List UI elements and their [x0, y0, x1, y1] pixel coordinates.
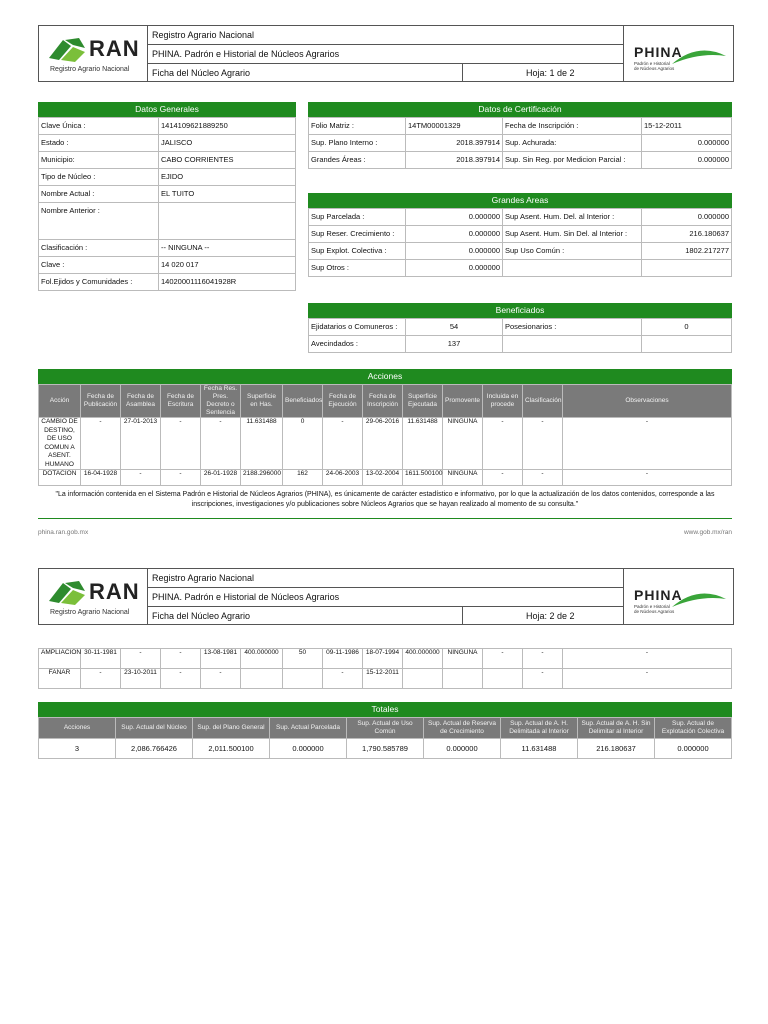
field-value: 1414109621889250: [159, 118, 296, 135]
footer-right-link[interactable]: www.gob.mx/ran: [683, 529, 732, 536]
acciones-continued-table: [38, 648, 732, 689]
field-value: 2018.397914: [406, 135, 503, 152]
column-header: Sup. del Plano General: [193, 718, 270, 739]
phina-logo: [623, 569, 733, 624]
column-header: Fecha de Asamblea: [121, 385, 161, 418]
field-value: 15-12-2011: [642, 118, 732, 135]
header-doc: Ficha del Núcleo Agrario: [152, 611, 251, 621]
field-label: Sup Asent. Hum. Del. al Interior :: [503, 209, 642, 226]
table-cell: 2,086.766426: [116, 739, 193, 759]
header-org: Registro Agrario Nacional: [148, 569, 623, 588]
grandes-areas-title: Grandes Areas: [308, 193, 732, 208]
table-cell: -: [483, 649, 523, 669]
table-cell: 11.631488: [403, 418, 443, 470]
table-cell: -: [201, 669, 241, 689]
table-cell: 18-07-1994: [363, 649, 403, 669]
certificacion-section: [308, 102, 732, 169]
column-header: Superficie en Has.: [241, 385, 283, 418]
field-value: 0.000000: [642, 209, 732, 226]
table-cell: AMPLIACION: [39, 649, 81, 669]
totales-section: [38, 702, 732, 759]
field-value: 0.000000: [642, 152, 732, 169]
column-header: Sup. Actual de Uso Común: [347, 718, 424, 739]
phina-leaf-icon: [672, 48, 726, 68]
table-cell: [283, 669, 323, 689]
table-cell: -: [161, 470, 201, 486]
column-header: Sup. Actual de Explotación Colectiva: [655, 718, 732, 739]
table-cell: -: [81, 418, 121, 470]
field-label: Sup. Achurada:: [503, 135, 642, 152]
column-header: Sup. Actual de Reserva de Crecimiento: [424, 718, 501, 739]
header-page: Hoja: 1 de 2: [526, 68, 575, 78]
beneficiados-section: [308, 303, 732, 353]
totales-title: Totales: [38, 702, 732, 717]
field-value: [642, 260, 732, 277]
ran-logo-subtitle: Registro Agrario Nacional: [50, 609, 130, 616]
certificacion-row: [309, 152, 732, 169]
table-cell: [483, 669, 523, 689]
table-cell: NINGUNA: [443, 649, 483, 669]
column-header: Fecha de Publicación: [81, 385, 121, 418]
table-cell: 50: [283, 649, 323, 669]
datos-generales-row: [39, 152, 296, 169]
field-label: Tipo de Núcleo :: [39, 169, 159, 186]
field-label: [503, 260, 642, 277]
field-label: Avecindados :: [309, 336, 406, 353]
header-doc: Ficha del Núcleo Agrario: [152, 68, 251, 78]
table-cell: 1611.500100: [403, 470, 443, 486]
table-cell: -: [121, 649, 161, 669]
table-cell: 13-08-1981: [201, 649, 241, 669]
phina-subtitle-1: Padrón e Historial: [634, 604, 670, 609]
field-value: [642, 336, 732, 353]
beneficiados-table: [308, 318, 732, 353]
field-value: 0.000000: [642, 135, 732, 152]
field-value: EJIDO: [159, 169, 296, 186]
table-cell: -: [523, 649, 563, 669]
column-header: Beneficiados: [283, 385, 323, 418]
datos-generales-title: Datos Generales: [38, 102, 296, 117]
column-header: Superficie Ejecutada: [403, 385, 443, 418]
field-label: Nombre Actual :: [39, 186, 159, 203]
table-cell: 13-02-2004: [363, 470, 403, 486]
field-label: Fol.Ejidos y Comunidades :: [39, 274, 159, 291]
table-cell: 24-06-2003: [323, 470, 363, 486]
table-cell: 30-11-1981: [81, 649, 121, 669]
table-cell: -: [563, 418, 732, 470]
column-header: Sup. Actual del Núcleo: [116, 718, 193, 739]
certificacion-row: [309, 118, 732, 135]
table-cell: 29-06-2016: [363, 418, 403, 470]
column-header: Clasificación: [523, 385, 563, 418]
field-value: 0.000000: [406, 243, 503, 260]
field-label: Sup Otros :: [309, 260, 406, 277]
grandes-areas-row: [309, 260, 732, 277]
field-value: 216.180637: [642, 226, 732, 243]
field-label: Ejidatarios o Comuneros :: [309, 319, 406, 336]
field-value: EL TUITO: [159, 186, 296, 203]
table-cell: 16-04-1928: [81, 470, 121, 486]
field-value: 1802.217277: [642, 243, 732, 260]
acciones-section: [38, 369, 732, 486]
field-label: Clave Única :: [39, 118, 159, 135]
column-header: Fecha de Inscripción: [363, 385, 403, 418]
table-cell: [443, 669, 483, 689]
grandes-areas-section: [308, 193, 732, 277]
header-doc-row: [148, 64, 623, 82]
field-label: Sup Explot. Colectiva :: [309, 243, 406, 260]
page-header-1: [38, 25, 734, 82]
column-header: Fecha de Ejecución: [323, 385, 363, 418]
disclaimer-text: "La información contenida en el Sistema Padrón e Historial de Núcleos Agrarios (PHINA), es únicamente de carácter estadístico e informativo, por lo que la actualización de los datos contenidos, corresponde a las inscripciones, investigaciones y/o publicaciones sobre Núcleos Agrarios que se hayan realizado al momento de su consulta.": [55, 491, 715, 508]
ran-logo-text: RAN: [89, 579, 140, 604]
ran-logo: [39, 569, 148, 624]
column-header: Acción: [39, 385, 81, 418]
datos-generales-row: [39, 274, 296, 291]
phina-subtitle-2: de Núcleos Agrarios: [634, 66, 675, 71]
phina-logo: [623, 26, 733, 81]
field-value: 0.000000: [406, 226, 503, 243]
grandes-areas-row: [309, 243, 732, 260]
table-cell: FANAR: [39, 669, 81, 689]
beneficiados-row: [309, 319, 732, 336]
field-value: 2018.397914: [406, 152, 503, 169]
column-header: Fecha de Escritura: [161, 385, 201, 418]
certificacion-table: [308, 117, 732, 169]
column-header: Sup. Actual de A. H. Delimitada al Interior: [501, 718, 578, 739]
phina-logo-text: PHINA: [634, 44, 683, 60]
field-label: Sup Reser. Crecimiento :: [309, 226, 406, 243]
column-header: Fecha Res. Pres. Decreto o Sentencia: [201, 385, 241, 418]
table-cell: -: [161, 649, 201, 669]
table-cell: 400.000000: [241, 649, 283, 669]
table-cell: -: [323, 418, 363, 470]
table-cell: -: [483, 470, 523, 486]
table-cell: 0.000000: [424, 739, 501, 759]
phina-leaf-icon: [672, 591, 726, 611]
table-cell: 11.631488: [501, 739, 578, 759]
table-cell: -: [483, 418, 523, 470]
field-value: CABO CORRIENTES: [159, 152, 296, 169]
table-cell: -: [161, 669, 201, 689]
header-org: Registro Agrario Nacional: [148, 26, 623, 45]
table-cell: -: [121, 470, 161, 486]
field-value: 0.000000: [406, 209, 503, 226]
field-value: [159, 203, 296, 240]
field-label: Nombre Anterior :: [39, 203, 159, 240]
table-cell: NINGUNA: [443, 418, 483, 470]
datos-generales-row: [39, 135, 296, 152]
field-label: Clasificación :: [39, 240, 159, 257]
acciones-row: [39, 418, 732, 470]
table-cell: -: [563, 669, 732, 689]
table-cell: [403, 669, 443, 689]
table-cell: 23-10-2011: [121, 669, 161, 689]
table-cell: 3: [39, 739, 116, 759]
ran-logo: [39, 26, 148, 81]
field-label: Sup Asent. Hum. Sin Del. al Interior :: [503, 226, 642, 243]
table-cell: 15-12-2011: [363, 669, 403, 689]
acciones-title: Acciones: [38, 369, 732, 384]
datos-generales-row: [39, 240, 296, 257]
table-cell: 1,790.585789: [347, 739, 424, 759]
datos-generales-section: [38, 102, 296, 291]
datos-generales-row: [39, 186, 296, 203]
field-value: -- NINGUNA --: [159, 240, 296, 257]
ran-logo-text: RAN: [89, 36, 140, 61]
field-value: 54: [406, 319, 503, 336]
table-cell: 216.180637: [578, 739, 655, 759]
acciones-row: [39, 669, 732, 689]
field-label: Municipio:: [39, 152, 159, 169]
field-label: Clave :: [39, 257, 159, 274]
table-cell: [241, 669, 283, 689]
ran-field-icon: [49, 38, 87, 62]
field-label: [503, 336, 642, 353]
column-header: Observaciones: [563, 385, 732, 418]
header-doc-row: [148, 607, 623, 625]
table-cell: -: [523, 470, 563, 486]
acciones-row: [39, 649, 732, 669]
table-cell: -: [523, 669, 563, 689]
table-cell: 0.000000: [655, 739, 732, 759]
table-cell: 0.000000: [270, 739, 347, 759]
totales-table: [38, 717, 732, 759]
ran-field-icon: [49, 581, 87, 605]
phina-subtitle-1: Padrón e Historial: [634, 61, 670, 66]
field-value: 14020001116041928R: [159, 274, 296, 291]
field-value: 0: [642, 319, 732, 336]
field-label: Sup. Sin Reg. por Medicion Parcial :: [503, 152, 642, 169]
datos-generales-row: [39, 118, 296, 135]
grandes-areas-row: [309, 209, 732, 226]
table-cell: 0: [283, 418, 323, 470]
column-header: Sup. Actual de A. H. Sin Delimitar al Interior: [578, 718, 655, 739]
datos-generales-row: [39, 257, 296, 274]
footer-left-link[interactable]: phina.ran.gob.mx: [38, 529, 89, 536]
table-cell: -: [323, 669, 363, 689]
page-header-2: [38, 568, 734, 625]
column-header: Acciones: [39, 718, 116, 739]
header-system: PHINA. Padrón e Historial de Núcleos Agrarios: [148, 588, 623, 607]
datos-generales-table: [38, 117, 296, 291]
field-value: 14TM00001329: [406, 118, 503, 135]
table-cell: 400.000000: [403, 649, 443, 669]
table-cell: 09-11-1986: [323, 649, 363, 669]
phina-subtitle-2: de Núcleos Agrarios: [634, 609, 675, 614]
field-label: Fecha de Inscripción :: [503, 118, 642, 135]
table-cell: -: [161, 418, 201, 470]
column-header: Sup. Actual Parcelada: [270, 718, 347, 739]
table-cell: -: [201, 418, 241, 470]
header-page: Hoja: 2 de 2: [526, 611, 575, 621]
table-cell: CAMBIO DE DESTINO, DE USO COMUN A ASENT. HUMANO: [39, 418, 81, 470]
acciones-table: [38, 384, 732, 486]
table-cell: NINGUNA: [443, 470, 483, 486]
column-header: Incluida en procede: [483, 385, 523, 418]
field-label: Grandes Áreas :: [309, 152, 406, 169]
field-label: Posesionarios :: [503, 319, 642, 336]
acciones-continued-section: [38, 648, 732, 689]
column-header: Promovente: [443, 385, 483, 418]
field-label: Folio Matriz :: [309, 118, 406, 135]
footer-divider: [38, 518, 732, 519]
field-label: Sup Uso Común :: [503, 243, 642, 260]
acciones-row: [39, 470, 732, 486]
field-value: 0.000000: [406, 260, 503, 277]
table-cell: DOTACION: [39, 470, 81, 486]
field-label: Sup. Plano Interno :: [309, 135, 406, 152]
table-cell: -: [523, 418, 563, 470]
table-cell: -: [81, 669, 121, 689]
datos-generales-row: [39, 169, 296, 186]
phina-logo-text: PHINA: [634, 587, 683, 603]
grandes-areas-table: [308, 208, 732, 277]
certificacion-row: [309, 135, 732, 152]
grandes-areas-row: [309, 226, 732, 243]
table-cell: 26-01-1928: [201, 470, 241, 486]
beneficiados-row: [309, 336, 732, 353]
table-cell: 11.631488: [241, 418, 283, 470]
field-value: JALISCO: [159, 135, 296, 152]
beneficiados-title: Beneficiados: [308, 303, 732, 318]
table-cell: 27-01-2013: [121, 418, 161, 470]
table-cell: 162: [283, 470, 323, 486]
field-label: Estado :: [39, 135, 159, 152]
table-cell: -: [563, 470, 732, 486]
field-value: 137: [406, 336, 503, 353]
table-cell: 2,011.500100: [193, 739, 270, 759]
field-label: Sup Parcelada :: [309, 209, 406, 226]
header-system: PHINA. Padrón e Historial de Núcleos Agrarios: [148, 45, 623, 64]
field-value: 14 020 017: [159, 257, 296, 274]
table-cell: 2188.296000: [241, 470, 283, 486]
table-cell: -: [563, 649, 732, 669]
ran-logo-subtitle: Registro Agrario Nacional: [50, 66, 130, 73]
certificacion-title: Datos de Certificación: [308, 102, 732, 117]
datos-generales-row: [39, 203, 296, 240]
